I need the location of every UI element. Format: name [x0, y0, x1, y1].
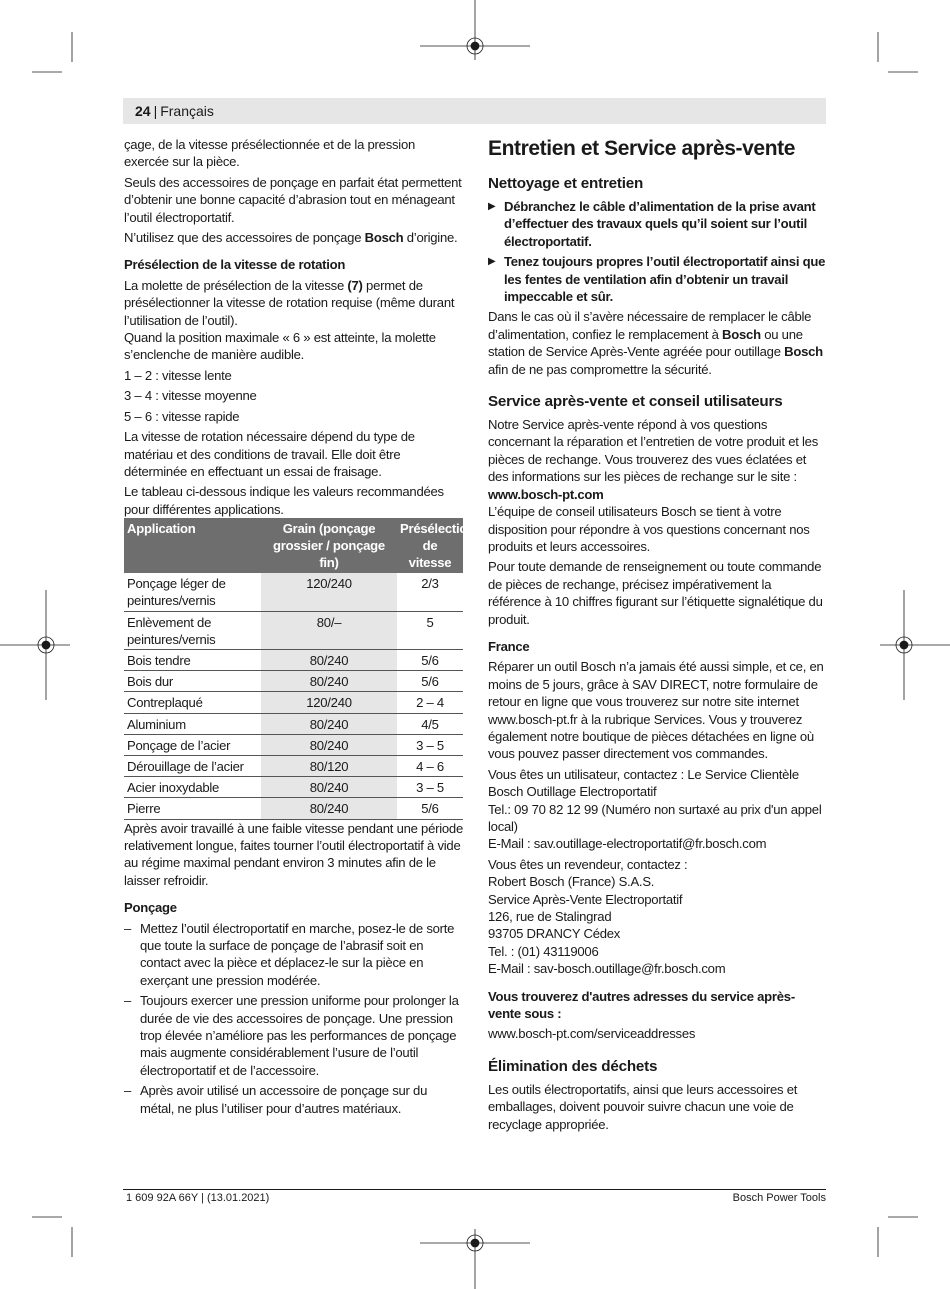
list-item: – Toujours exercer une pression uniforme pour prolonger la durée de vie des accessoires de ponçage. Une pression trop élevée n’améliore pas les performances de ponçage mais augmente considérablement l’usure de l’outil électroportatif et de l’accessoire. [124, 993, 459, 1078]
table-cell-speed: 4/5 [397, 713, 463, 734]
table-cell-grain: 80/240 [261, 798, 397, 819]
table-row [124, 755, 463, 776]
table-row [124, 611, 463, 649]
table-cell-speed: 5 [397, 611, 463, 649]
page-number: 24 [135, 103, 151, 119]
table-row [124, 649, 463, 670]
table-cell-grain: 80/240 [261, 777, 397, 798]
right-column [488, 136, 826, 1136]
list-item: – Après avoir utilisé un accessoire de ponçage sur du métal, ne plus l’utiliser pour d’autres matériaux. [124, 1083, 428, 1116]
reseller-contact-block: Vous êtes un revendeur, contactez : Robert Bosch (France) S.A.S. Service Après-Vente Electroportatif 126, rue de Stalingrad 93705 DRANCY Cédex Tel. : (01) 43119006 E-Mail : sav-bosch.outillage@fr.bosch.com [488, 856, 726, 977]
footer-brand: Bosch Power Tools [732, 1192, 826, 1204]
original-accessories-paragraph: N’utilisez que des accessoires de ponçage Bosch d’origine. [124, 230, 458, 246]
service-url[interactable]: www.bosch-pt.com [488, 486, 604, 502]
table-cell-speed: 3 – 5 [397, 777, 463, 798]
list-item: – Mettez l’outil électroportatif en marche, posez-le de sorte que toute la surface de ponçage de l’abrasif soit en contact avec la pièce et déplacez-le sur la pièce en exerçant une pression modérée. [124, 920, 455, 988]
service-heading: Service après-vente et conseil utilisateurs [488, 393, 783, 411]
footer-document-id: 1 609 92A 66Y | (13.01.2021) [126, 1192, 270, 1204]
table-cell-speed: 5/6 [397, 671, 463, 692]
table-row [124, 734, 463, 755]
arrow-icon: ▶ [488, 256, 496, 268]
table-header-grain: Grain (ponçage grossier / ponçage fin) [261, 518, 397, 573]
table-header-speed: Présélection de vitesse [397, 518, 463, 573]
table-cell-application: Dérouillage de l’acier [124, 755, 261, 776]
table-cell-grain: 120/240 [261, 573, 397, 611]
cleaning-heading: Nettoyage et entretien [488, 175, 644, 192]
footer-rule [123, 1189, 826, 1190]
table-cell-application: Contreplaqué [124, 692, 261, 713]
warning-item: ▶ Débranchez le câble d’alimentation de la prise avant d’effectuer des travaux quels qu’il soient sur l’outil électroportatif. [488, 199, 816, 249]
speed-preselection-heading: Présélection de la vitesse de rotation [124, 257, 346, 273]
page-header: 24 | Français [123, 98, 826, 124]
table-cell-grain: 80/120 [261, 755, 397, 776]
table-cell-application: Enlèvement de peintures/vernis [124, 611, 261, 649]
table-cell-grain: 80/240 [261, 649, 397, 670]
accessories-paragraph: Seuls des accessoires de ponçage en parfait état permettent d’obtenir une bonne capacité d’abrasion tout en ménageant l’outil électroportatif. [124, 174, 462, 225]
cooling-paragraph: Après avoir travaillé à une faible vitesse pendant une période relativement longue, faites tourner l’outil électroportatif à vide au régime maximal pendant environ 3 minutes afin de le laisser refroidir. [124, 820, 463, 888]
section-title: Entretien et Service après-vente [488, 137, 796, 160]
france-paragraph: Réparer un outil Bosch n’a jamais été aussi simple, et ce, en moins de 5 jours, grâce à SAV DIRECT, notre formulaire de retour en ligne que vous trouverez sur notre site internet www.bosch-pt.fr à la rubrique Services. Vous y trouverez également notre boutique de pièces détachées en ligne où vous pouvez passer directement vos commandes. [488, 659, 824, 762]
arrow-icon: ▶ [488, 201, 496, 212]
table-cell-application: Ponçage léger de peintures/vernis [124, 573, 261, 611]
table-cell-application: Bois dur [124, 671, 261, 692]
table-row [124, 692, 463, 713]
page-language: Français [160, 103, 214, 119]
user-contact-block: Vous êtes un utilisateur, contactez : Le Service Clientèle Bosch Outillage Electroportatif Tel.: 09 70 82 12 99 (Numéro non surtaxé au prix d'un appel local) E-Mail : sav.outillage-electroportatif@fr.bosch.com [488, 766, 822, 852]
table-row [124, 671, 463, 692]
cable-replacement-paragraph: Dans le cas où il s’avère nécessaire de remplacer le câble d’alimentation, confiez le remplacement à Bosch ou une station de Service Après-Vente agréée pour outillage Bosch afin de ne pas compromettre la sécurité. [488, 309, 823, 377]
table-cell-speed: 3 – 5 [397, 734, 463, 755]
table-cell-speed: 2 – 4 [397, 692, 463, 713]
table-row [124, 798, 463, 819]
table-intro-paragraph: Le tableau ci-dessous indique les valeurs recommandées pour différentes applications. [124, 484, 444, 517]
disposal-heading: Élimination des déchets [488, 1057, 658, 1075]
table-cell-application: Pierre [124, 798, 261, 819]
table-cell-application: Bois tendre [124, 649, 261, 670]
table-cell-grain: 80/240 [261, 713, 397, 734]
speed-range-high: 5 – 6 : vitesse rapide [124, 408, 240, 424]
table-cell-application: Ponçage de l’acier [124, 734, 261, 755]
left-column [124, 136, 475, 1120]
table-cell-speed: 2/3 [397, 573, 463, 611]
table-cell-grain: 80/240 [261, 671, 397, 692]
warning-item: ▶ Tenez toujours propres l’outil électroportatif ainsi que les fentes de ventilation afin d’obtenir un travail impeccable et sûr. [488, 254, 826, 305]
speed-table [124, 518, 475, 819]
speed-range-low: 1 – 2 : vitesse lente [124, 367, 232, 383]
sanding-heading: Ponçage [124, 900, 177, 916]
table-header-application: Application [124, 518, 261, 573]
addresses-url[interactable]: www.bosch-pt.com/serviceaddresses [488, 1026, 696, 1042]
table-cell-application: Aluminium [124, 713, 261, 734]
reference-paragraph: Pour toute demande de renseignement ou toute commande de pièces de rechange, précisez impérativement la référence à 10 chiffres figurant sur l’étiquette signalétique du produit. [488, 559, 823, 627]
table-cell-grain: 120/240 [261, 692, 397, 713]
table-cell-speed: 5/6 [397, 649, 463, 670]
table-row [124, 713, 463, 734]
speed-depends-paragraph: La vitesse de rotation nécessaire dépend du type de matériau et des conditions de travail. Elle doit être déterminée en effectuant un essai de fraisage. [124, 429, 415, 479]
table-cell-application: Acier inoxydable [124, 777, 261, 798]
speed-wheel-paragraph: La molette de présélection de la vitesse (7) permet de présélectionner la vitesse de rotation requise (même durant l’utilisation de l’outil). [124, 277, 455, 328]
addresses-heading: Vous trouverez d'autres adresses du service après-vente sous : [488, 988, 795, 1022]
intro-paragraph: çage, de la vitesse présélectionnée et de la pression exercée sur la pièce. [124, 137, 416, 170]
speed-range-medium: 3 – 4 : vitesse moyenne [124, 388, 257, 404]
max-position-paragraph: Quand la position maximale « 6 » est atteinte, la molette s’enclenche de manière audible. [124, 330, 436, 363]
table-row [124, 777, 463, 798]
table-header-row [124, 518, 463, 573]
table-cell-grain: 80/– [261, 611, 397, 649]
disposal-paragraph: Les outils électroportatifs, ainsi que leurs accessoires et emballages, doivent pouvoir suivre chacun une voie de recyclage appropriée. [488, 1081, 798, 1132]
france-heading: France [488, 638, 530, 654]
service-paragraph: Notre Service après-vente répond à vos questions concernant la réparation et l’entretien de votre produit et les pièces de rechange. Vous trouverez des vues éclatées et des informations sur les pièces de rechange sur le site : [488, 417, 818, 485]
advice-paragraph: L’équipe de conseil utilisateurs Bosch se tient à votre disposition pour répondre à vos questions concernant nos produits et leurs accessoires. [488, 504, 810, 554]
table-cell-grain: 80/240 [261, 734, 397, 755]
table-body [124, 573, 463, 819]
table-row [124, 573, 463, 611]
table-cell-speed: 4 – 6 [397, 755, 463, 776]
table-cell-speed: 5/6 [397, 798, 463, 819]
